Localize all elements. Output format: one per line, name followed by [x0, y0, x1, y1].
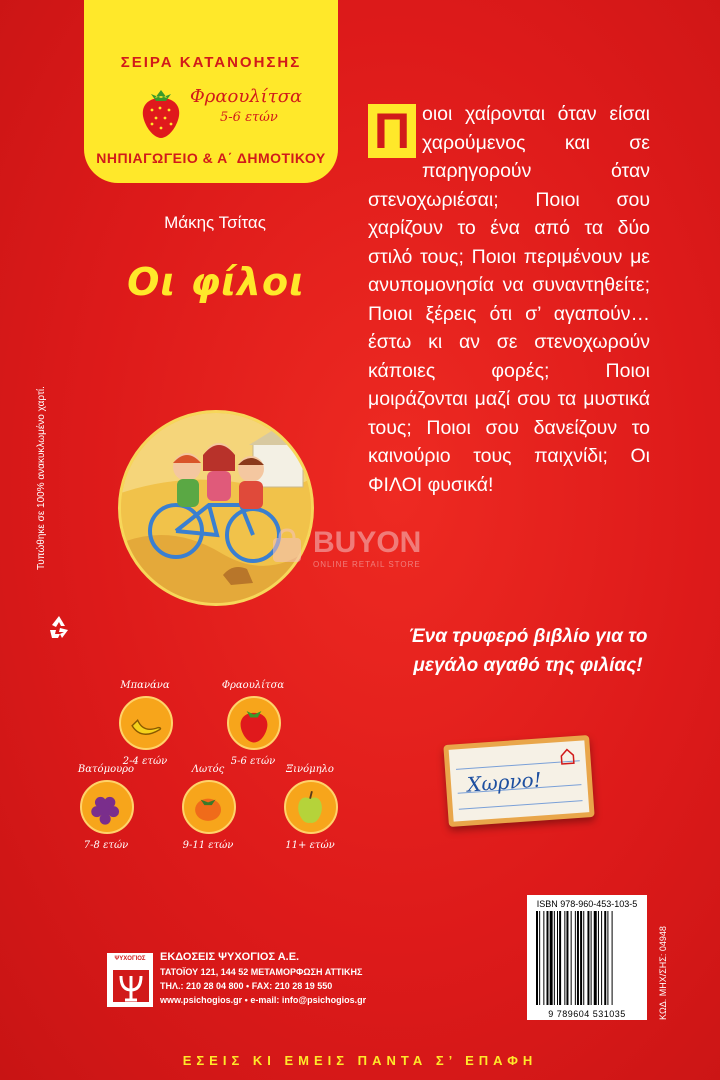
persimmon-icon	[184, 782, 234, 832]
grade-age: 11+ ετών	[285, 840, 335, 851]
series-name: Φραουλίτσα	[190, 86, 303, 107]
series-box	[84, 0, 338, 183]
drop-cap: Π	[368, 104, 416, 158]
grade-label: Ξινόμηλο	[286, 764, 334, 775]
barcode-bar	[550, 911, 553, 1005]
psi-logo-icon	[109, 966, 153, 1006]
grade-label: Μπανάνα	[120, 680, 170, 691]
barcode-bar	[547, 911, 549, 1005]
apple-icon	[286, 782, 336, 832]
recycled-paper-note: Τυπώθηκε σε 100% ανακυκλωμένο χαρτί.	[36, 386, 47, 570]
publisher-web: www.psichogios.gr • e-mail: info@psichogios.gr	[160, 995, 367, 1005]
blurb-text: οιοι χαίρονται όταν είσαι χαρούμενος και σε παρηγορούν όταν στενοχωριέσαι; Ποιοι σου χαρίζουν το ένα από τα δύο στιλό τους; Ποιοι περιμένουν με ανυπομονησία να συναντηθείτε; Ποιοι ξέρεις ότι σ’ αγαπούν… έστω κι αν σε στενοχωρούν κάποιες φορές; Ποιοι μοιράζονται μαζί σου τα μυστικά τους; Ποιοι σου δανείζουν το καινούριο τους παιχνίδι; Οι ΦΙΛΟΙ φυσικά!	[368, 103, 650, 496]
barcode-bar	[554, 911, 555, 1005]
grade-circle	[284, 780, 338, 834]
grade-age: 9-11 ετών	[182, 840, 234, 851]
note-card	[443, 735, 594, 827]
barcode-bar	[612, 911, 613, 1005]
publisher-logo-text: ΨΥΧΟΓΙΟΣ	[114, 956, 146, 962]
barcode-bar	[598, 911, 599, 1005]
shopping-bag-icon	[267, 526, 307, 566]
grade-circle	[80, 780, 134, 834]
grade-circle	[182, 780, 236, 834]
series-grade: ΝΗΠΙΑΓΩΓΕΙΟ & Α΄ ΔΗΜΟΤΙΚΟΥ	[96, 150, 326, 166]
banana-icon	[121, 698, 171, 748]
recycle-icon	[46, 614, 72, 640]
barcode-bar	[571, 911, 572, 1005]
barcode-bar	[577, 911, 579, 1005]
barcode-bar	[564, 911, 565, 1005]
barcode-bar	[594, 911, 597, 1005]
grade-label: Βατόμουρο	[77, 764, 135, 775]
strawberry-icon	[229, 698, 279, 748]
tagline: Ένα τρυφερό βιβλίο για το μεγάλο αγαθό της φιλίας!	[408, 626, 648, 676]
author-name: Μάκης Τσίτας	[164, 213, 266, 232]
grade-apple	[262, 764, 358, 874]
barcode-bar	[607, 911, 608, 1005]
footer-motto: ΕΣΕΙΣ ΚΙ ΕΜΕΙΣ ΠΑΝΤΑ Σ’ ΕΠΑΦΗ	[182, 1053, 538, 1068]
note-text: Χωρνο!	[466, 767, 543, 797]
publisher-logo	[107, 953, 153, 1007]
series-title: ΣΕΙΡΑ ΚΑΤΑΝΟΗΣΗΣ	[120, 54, 302, 71]
back-cover-blurb	[368, 100, 650, 499]
grade-age: 2-4 ετών	[122, 756, 168, 767]
product-code: ΚΩΔ. ΜΗΧ/ΣΗΣ: 04948	[658, 926, 668, 1020]
grade-circle	[227, 696, 281, 750]
grade-age: 7-8 ετών	[83, 840, 129, 851]
barcode-bar	[557, 911, 558, 1005]
blackberry-icon	[82, 782, 132, 832]
barcode-bar	[559, 911, 561, 1005]
barcode-bar	[583, 911, 584, 1005]
series-row	[138, 84, 308, 140]
barcode-bar	[580, 911, 582, 1005]
grade-age: 5-6 ετών	[230, 756, 276, 767]
barcode-bar	[536, 911, 538, 1005]
publisher-phones: ΤΗΛ.: 210 28 04 800 • FAX: 210 28 19 550	[160, 981, 333, 991]
book-title: Οι φίλοι	[127, 260, 305, 304]
watermark	[267, 518, 467, 578]
grade-blackberry	[58, 764, 154, 874]
isbn-barcode-box	[527, 895, 647, 1020]
grade-circle	[119, 696, 173, 750]
strawberry-icon	[138, 84, 184, 140]
grade-persimmon	[160, 764, 256, 874]
barcode-bar	[587, 911, 589, 1005]
barcode-bar	[601, 911, 602, 1005]
barcode	[534, 911, 640, 1005]
barcode-bar	[591, 911, 592, 1005]
barcode-bar	[575, 911, 576, 1005]
isbn-label: ISBN 978-960-453-103-5	[536, 899, 638, 909]
grade-label: Λωτός	[191, 764, 225, 775]
publisher-name: ΕΚΔΟΣΕΙΣ ΨΥΧΟΓΙΟΣ Α.Ε.	[160, 951, 300, 963]
barcode-bar	[543, 911, 544, 1005]
barcode-bar	[604, 911, 606, 1005]
publisher-address: ΤΑΤΟΪΟΥ 121, 144 52 ΜΕΤΑΜΟΡΦΩΣΗ ΑΤΤΙΚΗΣ	[160, 967, 363, 977]
series-age: 5-6 ετών	[220, 110, 278, 125]
watermark-text: BUYON	[313, 526, 422, 559]
watermark-subtext: ONLINE RETAIL STORE	[313, 560, 421, 569]
barcode-bar	[566, 911, 568, 1005]
barcode-bar	[539, 911, 540, 1005]
isbn-digits: 9 789604 531035	[548, 1009, 626, 1019]
grade-label: Φραουλίτσα	[221, 680, 285, 691]
